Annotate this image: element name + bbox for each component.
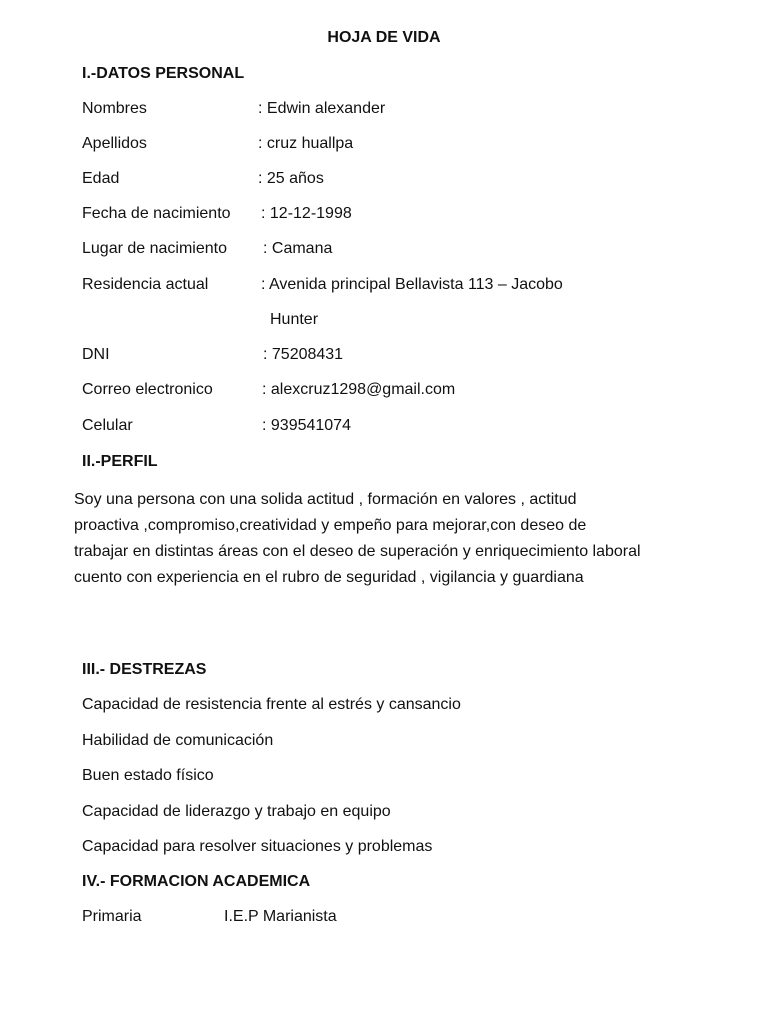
field-label-celular: Celular [82,417,133,434]
skill-item: Capacidad de resistencia frente al estrés y cansancio [82,696,461,713]
education-level: Primaria [82,908,142,925]
field-value-residencia-continued: Hunter [270,311,319,328]
document-title: HOJA DE VIDA [327,29,441,46]
field-value-apellidos: : cruz huallpa [258,135,354,152]
field-value-correo: : alexcruz1298@gmail.com [262,381,456,398]
field-value-residencia: : Avenida principal Bellavista 113 – Jacobo [261,276,563,293]
section-heading-education: IV.- FORMACION ACADEMICA [82,873,311,890]
section-heading-personal: I.-DATOS PERSONAL [82,65,245,82]
skill-item: Capacidad de liderazgo y trabajo en equipo [82,803,391,820]
section-heading-profile: II.-PERFIL [82,453,158,470]
skill-item: Capacidad para resolver situaciones y problemas [82,838,433,855]
skill-item: Buen estado físico [82,767,214,784]
profile-paragraph: Soy una persona con una solida actitud , formación en valores , actitud proactiva ,compromiso,creatividad y empeño para mejorar,con deseo de trabajar en distintas áreas con el deseo de superación y enriquecimiento laboral cuento con experiencia en el rubro de seguridad , vigilancia y guardiana [74,491,641,586]
field-value-edad: : 25 años [258,170,324,187]
field-value-lugar-nacimiento: : Camana [263,240,333,257]
field-label-apellidos: Apellidos [82,135,147,152]
field-label-lugar-nacimiento: Lugar de nacimiento [82,240,227,257]
field-label-nombres: Nombres [82,100,147,117]
field-value-celular: : 939541074 [262,417,351,434]
field-label-fecha-nacimiento: Fecha de nacimiento [82,205,231,222]
education-school: I.E.P Marianista [224,908,337,925]
section-heading-skills: III.- DESTREZAS [82,661,207,678]
field-label-edad: Edad [82,170,120,187]
field-label-dni: DNI [82,346,110,363]
field-value-fecha-nacimiento: : 12-12-1998 [261,205,352,222]
skill-item: Habilidad de comunicación [82,732,274,749]
field-value-dni: : 75208431 [263,346,344,363]
field-label-correo: Correo electronico [82,381,213,398]
field-label-residencia: Residencia actual [82,276,209,293]
field-value-nombres: : Edwin alexander [258,100,386,117]
